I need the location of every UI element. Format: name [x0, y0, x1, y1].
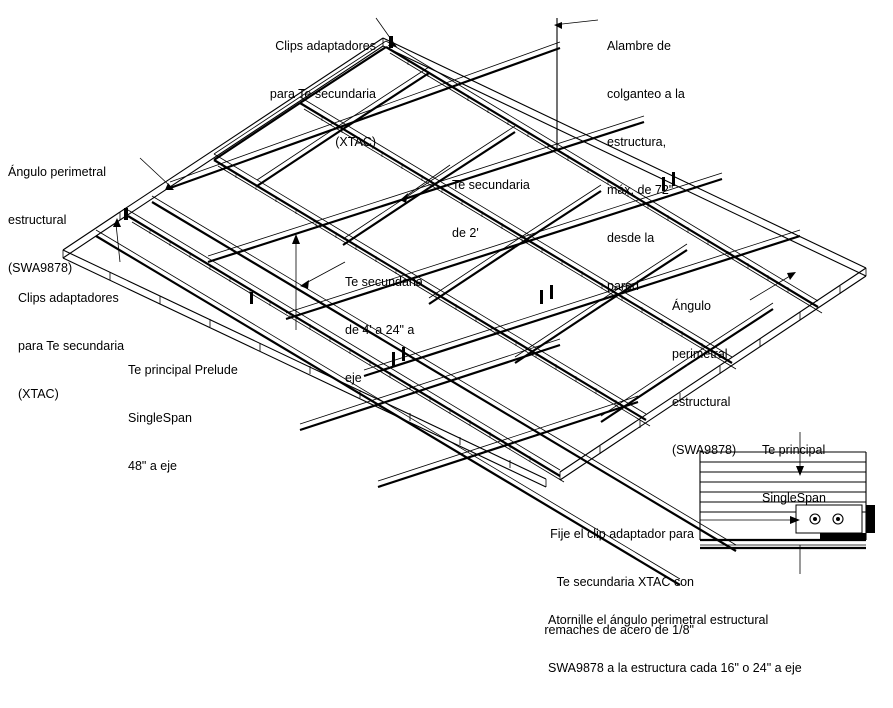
label-detail-screw: Atornille el ángulo perimetral estructural SWA9878 a la estructura cada 16" o 24" a eje — [548, 613, 802, 675]
label-clips-left: Clips adaptadores para Te secundaria (XTAC) — [18, 291, 125, 401]
label-main-tee: Te principal Prelude SingleSpan 48" a eje — [128, 363, 238, 473]
detail-leader-screw — [700, 545, 866, 574]
label-clips-top: Clips adaptadores para Te secundaria (XTAC) — [269, 39, 376, 149]
label-hanger-wire: Alambre de colganteo a la estructura, máx. de 72" desde la pared — [607, 39, 685, 293]
label-angle-left: Ángulo perimetral estructural (SWA9878) — [8, 165, 106, 275]
label-detail-rivet: Fije el clip adaptador para Te secundaria XTAC con remaches de acero de 1/8" — [544, 527, 694, 637]
label-cross-tee-4ft: Te secundaria de 4' a 24" a eje — [345, 275, 423, 385]
label-detail-main-tee: Te principal SingleSpan — [762, 443, 826, 505]
label-cross-tee-2ft: Te secundaria de 2' — [452, 178, 530, 240]
label-angle-right: Ángulo perimetral estructural (SWA9878) — [672, 299, 737, 457]
